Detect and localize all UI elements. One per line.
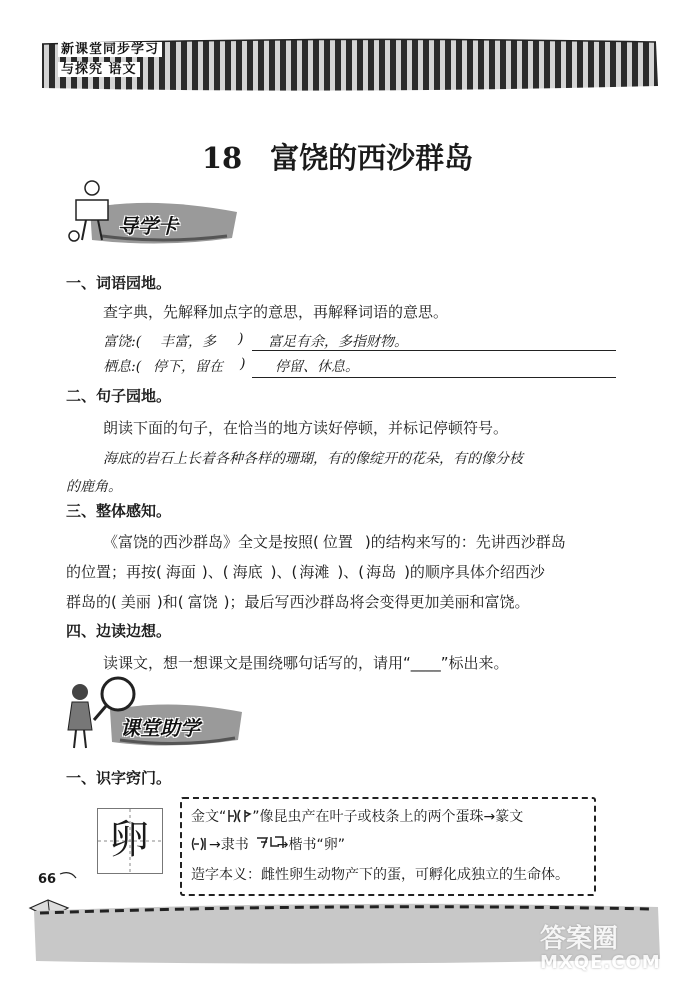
overall-text: 群岛的( [66, 593, 117, 611]
think-blank: ____ [410, 654, 441, 672]
seal-script-glyph-icon [191, 836, 209, 852]
answer-line [252, 377, 616, 378]
sentence-instruction: 朗读下面的句子，在恰当的地方读好停顿，并标记停顿符号。 [103, 419, 509, 437]
vocab-answer-2: 停下，留在 [153, 359, 223, 375]
clerical-script-glyph-icon [255, 834, 291, 850]
overall-line-1 [103, 527, 566, 557]
header-subtitle: 与探究 语文 [58, 62, 140, 77]
overall-text: )和( [156, 593, 184, 611]
section-heading-overall: 三、整体感知。 [66, 502, 172, 520]
overall-line-3 [66, 587, 529, 617]
overall-answer: 海底 [232, 563, 263, 581]
section-heading-vocabulary: 一、词语园地。 [66, 274, 172, 292]
overall-answer: 海滩 [299, 563, 330, 581]
overall-text: 的位置；再按( [66, 563, 162, 581]
vocab-answer-1: 丰富，多 [160, 334, 216, 350]
overall-text: 《富饶的西沙群岛》全文是按照( [103, 533, 319, 551]
watermark-logo: 答案圈 [540, 924, 619, 954]
etymology-text: ”像昆虫产在叶子或枝条上的两个蛋珠→篆文 [252, 809, 524, 825]
think-text: 读课文，想一想课文是围绕哪句话写的，请用“ [103, 654, 411, 672]
etymology-text: 金文“ [191, 809, 227, 825]
lesson-title [0, 136, 675, 177]
answer-line [252, 350, 616, 351]
sentence-text-line-2: 的鹿角。 [66, 479, 122, 495]
section-heading-literacy: 一、识字窍门。 [66, 769, 172, 787]
overall-answer: 美丽 [120, 593, 151, 611]
overall-text: )的结构来写的：先讲西沙群岛 [364, 533, 566, 551]
header-book-title: 新课堂同步学习 [58, 42, 162, 57]
overall-text: )、( [270, 563, 298, 581]
featured-character: 卵 [109, 817, 149, 863]
vocabulary-instruction: 查字典，先解释加点字的意思，再解释词语的意思。 [103, 303, 449, 321]
overall-answer: 富饶 [187, 593, 218, 611]
vocab-meaning-1: 富足有余，多指财物。 [268, 334, 408, 350]
guide-badge-label: 导学卡 [118, 214, 178, 238]
overall-answer: 海面 [165, 563, 196, 581]
overall-text: )；最后写西沙群岛将会变得更加美丽和富饶。 [223, 593, 530, 611]
think-text: ”标出来。 [440, 654, 509, 672]
vocab-word-2: 栖息:( [103, 359, 142, 375]
watermark-url: MXQE.COM [540, 952, 661, 973]
etymology-line-3: 造字本义：雌性卵生动物产下的蛋，可孵化成独立的生命体。 [191, 867, 569, 883]
etymology-line-1 [191, 806, 523, 826]
sentence-text-line-1: 海底的岩石上长着各种各样的珊瑚，有的像绽开的花朵，有的像分枝 [103, 451, 523, 467]
section-heading-sentence: 二、句子园地。 [66, 387, 172, 405]
vocab-close-2: ) [240, 356, 246, 372]
vocab-word-1: 富饶:( [103, 334, 142, 350]
vocab-meaning-2: 停留、休息。 [275, 359, 359, 375]
page-number: 66 [38, 872, 57, 887]
overall-line-2 [66, 557, 545, 587]
lesson-title-text: 富饶的西沙群岛 [270, 141, 474, 175]
overall-text: )、( [201, 563, 229, 581]
vocab-close-1: ) [238, 331, 244, 347]
overall-text: )的顺序具体介绍西沙 [404, 563, 545, 581]
class-badge-label: 课堂助学 [120, 716, 200, 740]
lesson-number: 18 [201, 141, 243, 175]
section-heading-think: 四、边读边想。 [66, 622, 172, 640]
overall-answer: 海岛 [366, 563, 397, 581]
overall-answer: 位置 [322, 533, 353, 551]
etymology-text: →隶书 →楷书“卵” [209, 837, 345, 853]
bronze-script-glyph-icon [226, 808, 252, 824]
overall-text: )、( [337, 563, 365, 581]
